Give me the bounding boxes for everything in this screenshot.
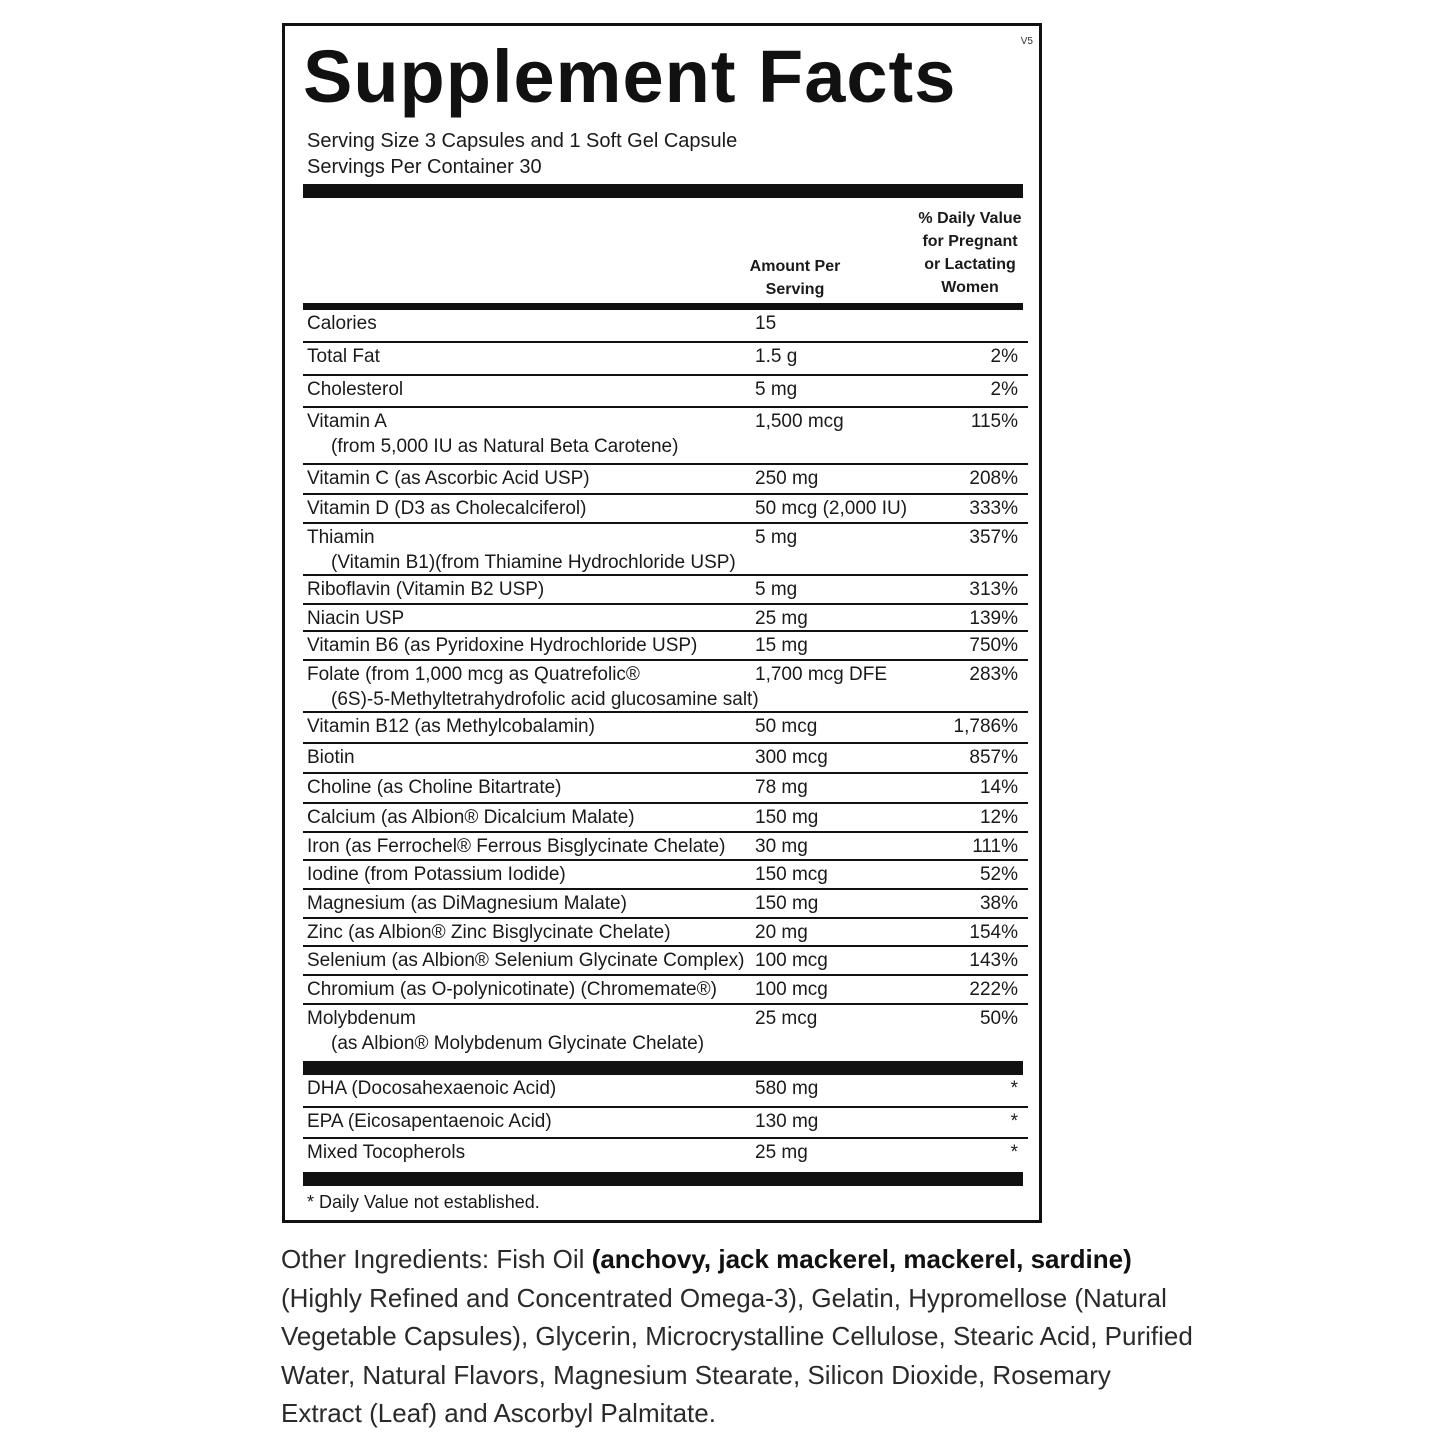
nutrient-row — [303, 406, 1028, 463]
version-mark: V5 — [1020, 36, 1033, 47]
nutrient-amount: 78 mg — [755, 777, 808, 798]
nutrient-amount: 150 mcg — [755, 864, 828, 885]
nutrient-dv: 333% — [969, 498, 1018, 519]
nutrient-sub: (6S)-5-Methyltetrahydrofolic acid glucosamine salt) — [331, 689, 759, 710]
nutrient-amount: 1,700 mcg DFE — [755, 664, 887, 685]
column-header-daily-value: % Daily Value for Pregnant or Lactating Women — [918, 210, 1022, 296]
nutrient-sub: (as Albion® Molybdenum Glycinate Chelate) — [331, 1033, 705, 1054]
nutrient-row — [303, 630, 1028, 659]
nutrient-name: Vitamin C (as Ascorbic Acid USP) — [307, 468, 590, 489]
nutrient-name: Vitamin B12 (as Methylcobalamin) — [307, 716, 595, 737]
nutrient-amount: 580 mg — [755, 1078, 819, 1099]
column-header-amount: Amount Per Serving — [749, 258, 841, 298]
nutrient-amount: 130 mg — [755, 1111, 819, 1132]
nutrient-name: Vitamin D (D3 as Cholecalciferol) — [307, 498, 587, 519]
nutrient-name: Cholesterol — [307, 379, 404, 400]
nutrient-row — [303, 831, 1028, 859]
nutrient-row — [303, 1003, 1028, 1055]
other-ingredients-bold: (anchovy, jack mackerel, mackerel, sardine) — [591, 1244, 1132, 1274]
nutrient-amount: 1,500 mcg — [755, 411, 844, 432]
nutrient-row — [303, 493, 1028, 522]
divider-bar — [303, 1172, 1023, 1186]
nutrient-dv: 38% — [979, 893, 1018, 914]
nutrient-name: Niacin USP — [307, 608, 405, 629]
other-ingredients-rest: (Highly Refined and Concentrated Omega-3), Gelatin, Hypromellose (Natural Vegetable Capsules), Glycerin, Microcrystalline Cellulose, Stearic Acid, Purified Water, Natural Flavors, Magnesium Stearate, Silicon Dioxide, Rosemary Extract (Leaf) and Ascorbyl Palmitate. — [281, 1282, 1193, 1428]
nutrient-name: DHA (Docosahexaenoic Acid) — [307, 1078, 557, 1099]
nutrient-dv: 2% — [990, 346, 1018, 367]
nutrient-row — [303, 888, 1028, 917]
nutrient-table — [303, 310, 1028, 1055]
nutrient-row — [303, 711, 1028, 742]
footnote: * Daily Value not established. — [307, 1192, 540, 1212]
nutrient-row — [303, 974, 1028, 1003]
nutrient-name: Choline (as Choline Bitartrate) — [307, 777, 562, 798]
nutrient-name: Thiamin — [307, 527, 375, 548]
divider-bar — [303, 303, 1023, 310]
nutrient-name: Iodine (from Potassium Iodide) — [307, 864, 566, 885]
nutrient-row — [303, 772, 1028, 802]
nutrient-dv: * — [1010, 1111, 1018, 1132]
nutrient-row — [303, 659, 1028, 711]
nutrient-name: Iron (as Ferrochel® Ferrous Bisglycinate Chelate) — [307, 836, 726, 857]
nutrient-sub: (Vitamin B1)(from Thiamine Hydrochloride USP) — [331, 552, 736, 573]
nutrient-dv: 222% — [969, 979, 1018, 1000]
nutrient-dv: 1,786% — [953, 716, 1018, 737]
nutrient-amount: 20 mg — [755, 922, 808, 943]
nutrient-name: Calcium (as Albion® Dicalcium Malate) — [307, 807, 635, 828]
nutrient-dv: 313% — [969, 579, 1018, 600]
nutrient-dv: * — [1010, 1078, 1018, 1099]
nutrient-name: Calories — [307, 313, 377, 334]
nutrient-dv: 12% — [979, 807, 1018, 828]
nutrient-amount: 150 mg — [755, 893, 819, 914]
nutrient-name: Riboflavin (Vitamin B2 USP) — [307, 579, 545, 600]
nutrient-name: Zinc (as Albion® Zinc Bisglycinate Chelate) — [307, 922, 671, 943]
divider-bar — [303, 184, 1023, 198]
nutrient-row — [303, 802, 1028, 831]
other-nutrient-row — [303, 1106, 1028, 1137]
nutrient-amount: 1.5 g — [755, 346, 798, 367]
nutrient-row — [303, 374, 1028, 406]
nutrient-row — [303, 463, 1028, 493]
nutrient-dv: 115% — [970, 411, 1018, 432]
nutrient-row — [303, 341, 1028, 374]
nutrient-dv: 143% — [969, 950, 1018, 971]
serving-size: Serving Size 3 Capsules and 1 Soft Gel Capsule — [307, 130, 738, 152]
nutrient-name: Biotin — [307, 747, 355, 768]
nutrient-amount: 5 mg — [755, 579, 798, 600]
nutrient-dv: 52% — [979, 864, 1018, 885]
nutrient-amount: 15 mg — [755, 635, 808, 656]
nutrient-name: Chromium (as O-polynicotinate) (Chromemate®) — [307, 979, 717, 1000]
nutrient-amount: 250 mg — [755, 468, 819, 489]
divider-bar — [303, 1061, 1023, 1075]
nutrient-amount: 50 mcg (2,000 IU) — [755, 498, 908, 519]
other-ingredients-prefix: Other Ingredients: Fish Oil — [281, 1244, 592, 1274]
other-nutrient-row — [303, 1075, 1028, 1106]
nutrient-row — [303, 574, 1028, 603]
nutrient-name: Mixed Tocopherols — [307, 1142, 466, 1163]
nutrient-dv: * — [1010, 1142, 1018, 1163]
supplement-facts-panel — [282, 23, 1042, 1223]
other-nutrient-table — [303, 1075, 1028, 1167]
other-nutrient-row — [303, 1137, 1028, 1167]
nutrient-dv: 283% — [969, 664, 1018, 685]
nutrient-row — [303, 603, 1028, 630]
nutrient-amount: 25 mg — [755, 1142, 808, 1163]
nutrient-row — [303, 310, 1028, 341]
nutrient-row — [303, 859, 1028, 888]
nutrient-name: Vitamin B6 (as Pyridoxine Hydrochloride USP) — [307, 635, 698, 656]
nutrient-name: Magnesium (as DiMagnesium Malate) — [307, 893, 627, 914]
nutrient-amount: 25 mg — [755, 608, 808, 629]
nutrient-amount: 5 mg — [755, 527, 798, 548]
nutrient-amount: 5 mg — [755, 379, 798, 400]
nutrient-row — [303, 522, 1028, 574]
nutrient-dv: 357% — [969, 527, 1018, 548]
nutrient-dv: 208% — [969, 468, 1018, 489]
other-ingredients — [281, 1240, 1196, 1433]
nutrient-dv: 14% — [979, 777, 1018, 798]
nutrient-name: Molybdenum — [307, 1008, 416, 1029]
nutrient-dv: 111% — [972, 836, 1018, 857]
nutrient-dv: 2% — [990, 379, 1018, 400]
nutrient-amount: 100 mcg — [755, 979, 828, 1000]
nutrient-amount: 100 mcg — [755, 950, 828, 971]
nutrient-amount: 25 mcg — [755, 1008, 818, 1029]
nutrient-dv: 50% — [979, 1008, 1018, 1029]
nutrient-name: Folate (from 1,000 mcg as Quatrefolic® — [307, 664, 640, 685]
nutrient-name: EPA (Eicosapentaenoic Acid) — [307, 1111, 552, 1132]
panel-title: Supplement Facts — [303, 35, 957, 118]
nutrient-name: Selenium (as Albion® Selenium Glycinate Complex) — [307, 950, 745, 971]
nutrient-dv: 750% — [969, 635, 1018, 656]
nutrient-row — [303, 917, 1028, 945]
nutrient-amount: 50 mcg — [755, 716, 818, 737]
nutrient-name: Vitamin A — [307, 411, 387, 432]
nutrient-dv: 154% — [969, 922, 1018, 943]
nutrient-amount: 30 mg — [755, 836, 808, 857]
nutrient-dv: 857% — [969, 747, 1018, 768]
servings-per-container: Servings Per Container 30 — [307, 156, 542, 178]
nutrient-name: Total Fat — [307, 346, 380, 367]
nutrient-sub: (from 5,000 IU as Natural Beta Carotene) — [331, 436, 679, 457]
nutrient-row — [303, 945, 1028, 974]
nutrient-amount: 150 mg — [755, 807, 819, 828]
nutrient-dv: 139% — [969, 608, 1018, 629]
nutrient-amount: 300 mcg — [755, 747, 828, 768]
nutrient-row — [303, 742, 1028, 772]
nutrient-amount: 15 — [755, 313, 777, 334]
